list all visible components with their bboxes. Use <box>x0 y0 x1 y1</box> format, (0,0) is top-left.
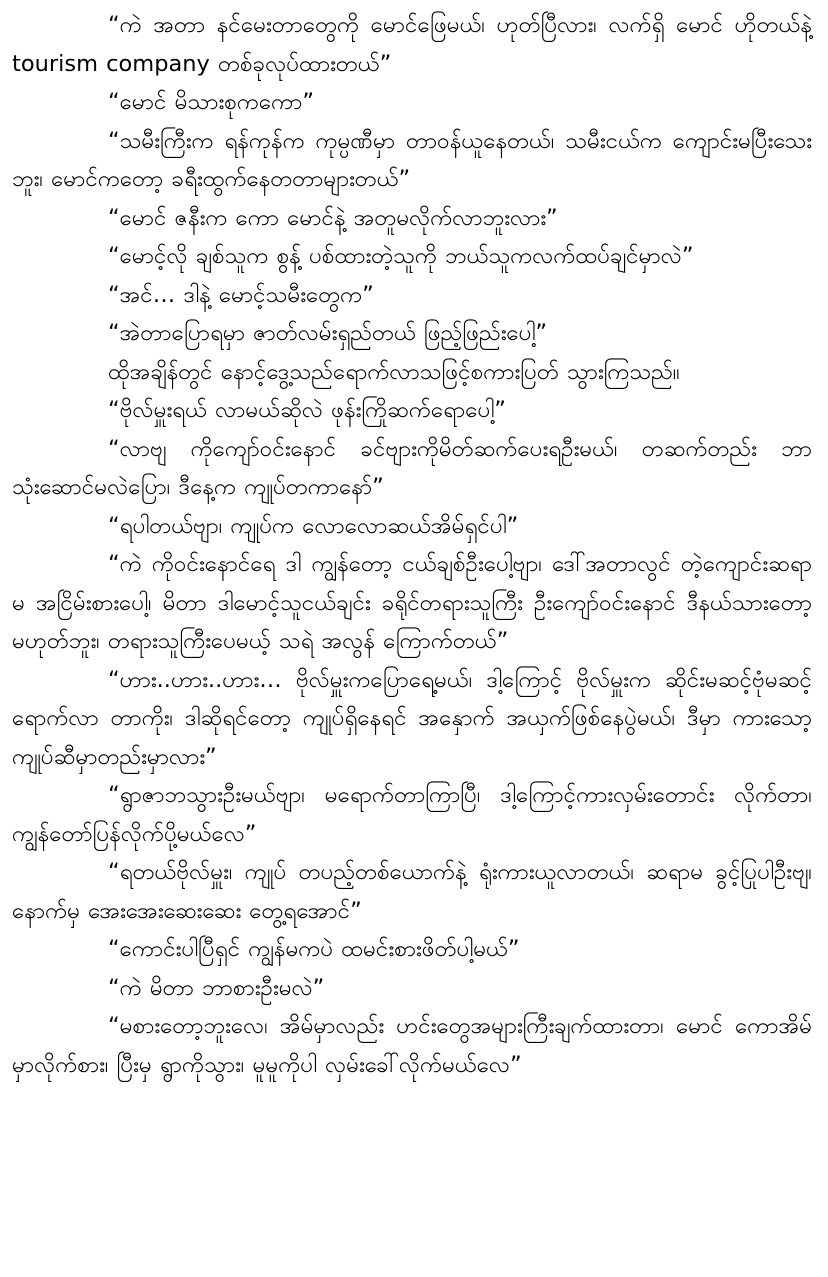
paragraph: “ကဲ ကိုဝင်းနောင်ရေ ဒါ ကျွန်တော့ ငယ်ချစ်ဦးပေါ့ဗျာ၊ ဒေါ်အတာလွင် တဲ့ကျောင်းဆရာမ အငြိမ်းစားပေါ့၊ မိတာ ဒါမောင့်သူငယ်ချင်း ခရိုင်တရားသူကြီး ဦးကျော်ဝင်းနောင် ဒီနယ်သားတော့မဟုတ်ဘူး၊ တရားသူကြီးပေမယ့် သရဲ အလွန် ကြောက်တယ်” <box>12 551 812 654</box>
paragraph: “သမီးကြီးက ရန်ကုန်က ကုမ္ပဏီမှာ တာဝန်ယူနေတယ်၊ သမီးငယ်က ကျောင်းမပြီးသေးဘူး၊ မောင်ကတော့ ခရီးထွက်နေတတာများတယ်” <box>12 127 812 192</box>
paragraph: ထိုအချိန်တွင် နောင့်ဒွေ့သည်ရောက်လာသဖြင့်စကားပြတ် သွားကြသည်။ <box>108 358 680 385</box>
paragraph: “မောင့်လို ချစ်သူက စွန့် ပစ်ထားတဲ့သူကို ဘယ်သူကလက်ထပ်ချင်မှာလဲ” <box>108 243 694 269</box>
paragraph: “ကောင်းပါပြီရှင် ကျွန်မကပဲ ထမင်းစားဖိတ်ပါ့မယ်” <box>108 936 520 962</box>
paragraph: “အင်… ဒါနဲ့ မောင့်သမီးတွေက” <box>108 281 374 308</box>
paragraph: “ရွာဇာဘသွားဦးမယ်ဗျာ၊ မရောက်တာကြာပြီ၊ ဒါ့ကြောင့်ကားလှမ်းတောင်း လိုက်တာ၊ ကျွန်တော်ပြန်လိုက်ပို့မယ်လေ” <box>12 782 812 847</box>
paragraph: “ကဲ အတာ နင်မေးတာတွေကို မောင်ဖြေမယ်၊ ဟုတ်ပြီလား၊ လက်ရှိ မောင် ဟိုတယ်နဲ့ tourism company တစ်ခုလုပ်ထားတယ်” <box>12 12 812 77</box>
paragraph: “မစားတော့ဘူးလေ၊ အိမ်မှာလည်း ဟင်းတွေအများကြီးချက်ထားတာ၊ မောင် ကောအိမ်မှာလိုက်စား၊ ပြီးမှ ရွာကိုသွား၊ မူမူကိုပါ လှမ်းခေါ်လိုက်မယ်လေ” <box>12 1013 812 1078</box>
paragraph: “ကဲ မိတာ ဘာစားဦးမလဲ” <box>108 974 325 1001</box>
paragraph: “ရတယ်ဗိုလ်မှူး၊ ကျုပ် တပည့်တစ်ယောက်နဲ့ ရုံးကားယူလာတယ်၊ ဆရာမ ခွင့်ပြုပါဦးဗျ၊ နောက်မှ အေးအေးဆေးဆေး တွေ့ရအောင်” <box>12 859 812 924</box>
paragraph: “ဗိုလ်မှူးရယ် လာမယ်ဆိုလဲ ဖုန်းကြိုဆက်ရောပေါ့” <box>108 397 506 423</box>
paragraph: “မောင် မိသားစုကကော” <box>108 89 314 115</box>
paragraph: “မောင် ဇနီးက ကော မောင်နဲ့ အတူမလိုက်လာဘူးလား” <box>108 204 558 231</box>
paragraph: “လာဗျ ကိုကျော်ဝင်းနောင် ခင်ဗျားကိုမိတ်ဆက်ပေးရဦးမယ်၊ တဆက်တည်း ဘာသုံးဆောင်မလဲပြော၊ ဒီနေ့က ကျုပ်တကာနော်” <box>12 435 812 500</box>
paragraph: “ဟား..ဟား..ဟား… ဗိုလ်မှူးကပြောရေ့မယ်၊ ဒါ့ကြောင့် ဗိုလ်မှူးက ဆိုင်းမဆင့်ဗုံမဆင့် ရောက်လာ တာကိုး၊ ဒါဆိုရင်တော့ ကျုပ်ရှိနေရင် အနှောက် အယှက်ဖြစ်နေပွဲမယ်၊ ဒီမှာ ကားသော့ ကျုပ်ဆီမှာတည်းမှာလား” <box>12 666 812 770</box>
paragraph: “ရပါတယ်ဗျာ၊ ကျုပ်က လောလောဆယ်အိမ်ရှင်ပါ” <box>108 512 519 539</box>
paragraph: “အဲတာပြောရမှာ ဇာတ်လမ်းရှည်တယ် ဖြည့်ဖြည်းပေါ့” <box>108 320 548 346</box>
